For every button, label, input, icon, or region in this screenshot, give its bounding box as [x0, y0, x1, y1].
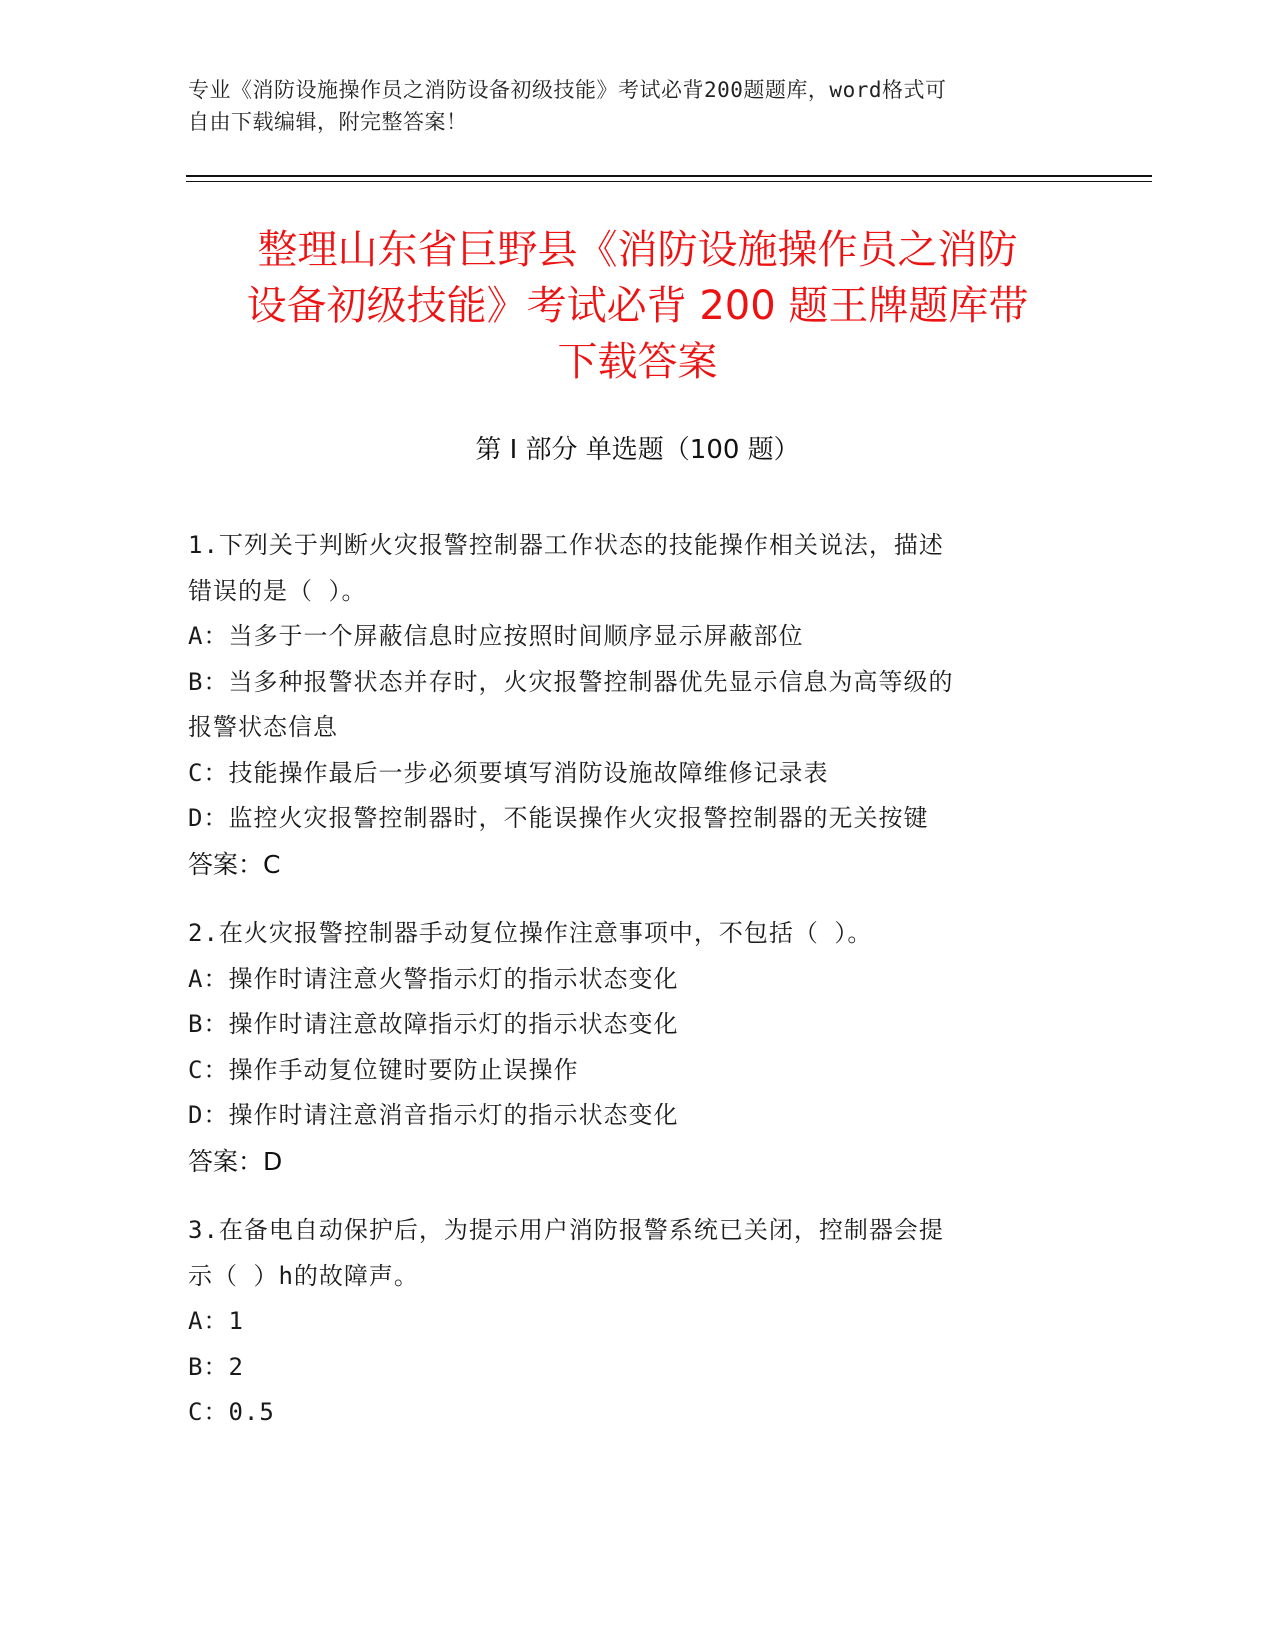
- option-d: D：监控火灾报警控制器时，不能误操作火灾报警控制器的无关按键: [188, 804, 929, 832]
- document-title-line: 设备初级技能》考试必背 200 题王牌题库带: [246, 283, 1029, 329]
- option-c: C：0.5: [188, 1398, 275, 1426]
- question-item: [188, 523, 1078, 887]
- question-item: [188, 911, 1078, 1184]
- header-note-line: 专业《消防设施操作员之消防设备初级技能》考试必背200题题库，word格式可: [188, 78, 947, 102]
- option-a: A：当多于一个屏蔽信息时应按照时间顺序显示屏蔽部位: [188, 622, 804, 650]
- question-stem: 3.在备电自动保护后，为提示用户消防报警系统已关闭，控制器会提: [188, 1216, 944, 1244]
- question-item: [188, 1208, 1078, 1436]
- option-b-continued: 报警状态信息: [188, 713, 338, 741]
- document-title-line: 下载答案: [557, 339, 718, 385]
- answer: 答案：C: [188, 849, 281, 879]
- option-c: C：技能操作最后一步必须要填写消防设施故障维修记录表: [188, 758, 829, 787]
- header-note: [188, 74, 1068, 138]
- option-b: B：2: [188, 1352, 244, 1381]
- option-b: B：当多种报警状态并存时，火灾报警控制器优先显示信息为高等级的: [188, 667, 954, 696]
- question-list: [188, 523, 1078, 1460]
- option-d: D：操作时请注意消音指示灯的指示状态变化: [188, 1101, 679, 1129]
- section-heading: 第 I 部分 单选题（100 题）: [475, 435, 800, 465]
- option-a: A：操作时请注意火警指示灯的指示状态变化: [188, 964, 679, 993]
- option-c: C：操作手动复位键时要防止误操作: [188, 1055, 579, 1084]
- question-stem: 1.下列关于判断火灾报警控制器工作状态的技能操作相关说法，描述: [188, 531, 944, 559]
- question-stem: 示（ ）h的故障声。: [188, 1261, 419, 1290]
- header-note-line: 自由下载编辑，附完整答案！: [188, 110, 468, 134]
- option-b: B：操作时请注意故障指示灯的指示状态变化: [188, 1010, 679, 1038]
- header-divider-thin: [186, 181, 1152, 182]
- header-divider: [186, 175, 1152, 177]
- document-title-line: 整理山东省巨野县《消防设施操作员之消防: [257, 227, 1018, 273]
- document-title: [150, 222, 1125, 390]
- answer: 答案：D: [188, 1146, 283, 1176]
- question-stem: 2.在火灾报警控制器手动复位操作注意事项中，不包括（ ）。: [188, 919, 873, 947]
- question-stem: 错误的是（ ）。: [188, 576, 367, 605]
- option-a: A：1: [188, 1307, 244, 1335]
